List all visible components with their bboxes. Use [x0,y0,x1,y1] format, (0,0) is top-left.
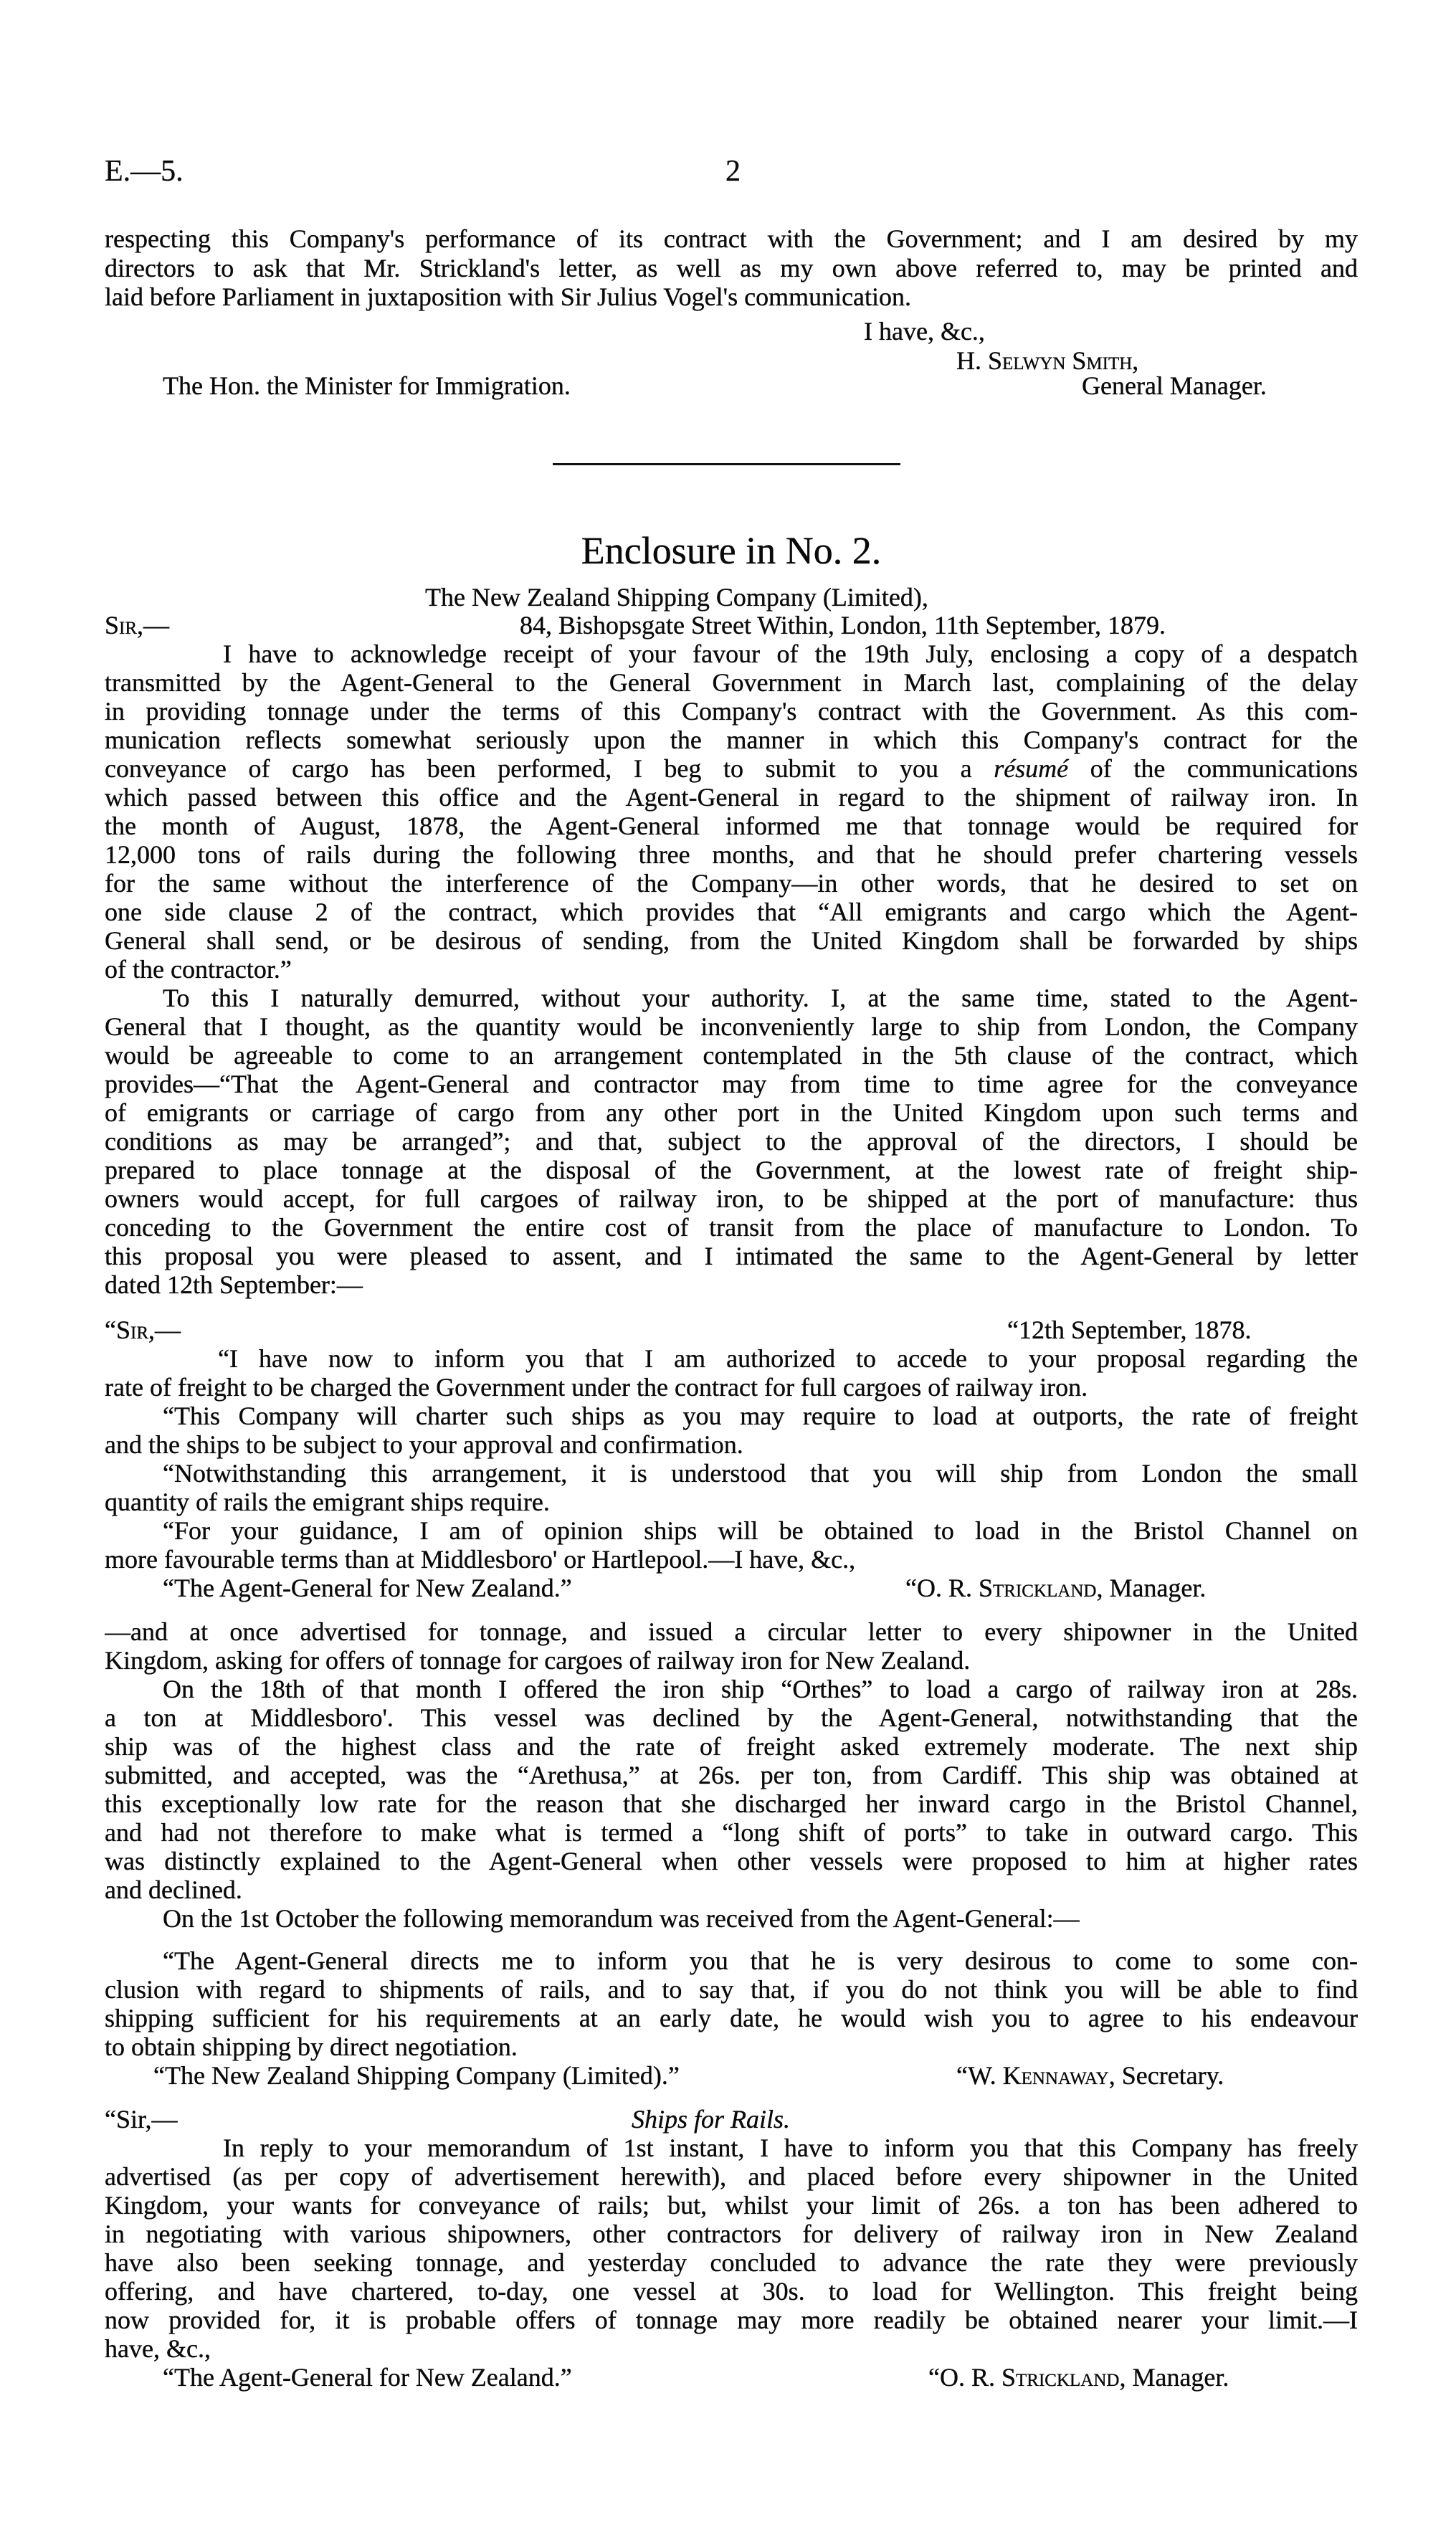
text-line: one side clause 2 of the contract, which provides that “All emigrants and cargo which the Agent- [105,898,1358,926]
text-line: I have to acknowledge receipt of your favour of the 19th July, enclosing a copy of a despatch [223,639,1358,668]
text-line: have, &c., [105,2334,211,2363]
text-line: would be agreeable to come to an arrangement contemplated in the 5th clause of the contract, which [105,1041,1358,1070]
closing-phrase: I have, &c., [864,317,985,346]
opening-paragraph [105,224,1358,312]
text-line: munication reflects somewhat seriously upon the manner in which this Company's contract for the [105,726,1358,754]
quoted-paragraph [105,1516,1358,1574]
text-line: for the same without the interference of the Company—in other words, that he desired to set on [105,869,1358,898]
page-number: 2 [725,155,741,188]
text-line: and declined. [105,1875,242,1904]
reply-signature [928,2363,1229,2392]
quoted-letter-body [105,1344,1358,1574]
text-line: directors to ask that Mr. Strickland's letter, as well as my own above referred to, may be printed and [105,253,1358,282]
text-line: and the ships to be subject to your approval and confirmation. [105,1430,743,1459]
quoted-letter-date: “12th September, 1878. [1007,1316,1252,1344]
text-line: offering, and have chartered, to-day, one vessel at 30s. to load for Wellington. This freight being [105,2277,1358,2306]
text-line: On the 18th of that month I offered the iron ship “Orthes” to load a cargo of railway iron at 28s. [163,1675,1358,1703]
text-line: “This Company will charter such ships as you may require to load at outports, the rate of freight [163,1402,1358,1430]
text-line: to obtain shipping by direct negotiation. [105,2032,518,2061]
text-line: In reply to your memorandum of 1st instant, I have to inform you that this Company has freely [223,2134,1358,2162]
text-segment: of the communications [1068,754,1358,783]
reply-addressee: “The Agent-General for New Zealand.” [163,2363,572,2392]
text-line [105,754,1358,783]
reply-salutation: “Sir,— [105,2105,178,2134]
text-line: a ton at Middlesboro'. This vessel was declined by the Agent-General, notwithstanding that the [105,1703,1358,1732]
text-line: owners would accept, for full cargoes of railway iron, to be shipped at the port of manufacture: thus [105,1184,1358,1213]
document-reference: E.—5. [105,155,184,188]
quoted-letter-salutation: “Sir,— [105,1316,181,1344]
text-line: Kingdom, asking for offers of tonnage for cargoes of railway iron for New Zealand. [105,1646,971,1675]
text-line: —and at once advertised for tonnage, and issued a circular letter to every shipowner in the United [105,1617,1358,1646]
text-segment: conveyance of cargo has been performed, I beg to submit to you a [105,754,994,783]
text-line: “For your guidance, I am of opinion ships will be obtained to load in the Bristol Channel on [163,1516,1358,1545]
text-line: “Notwithstanding this arrangement, it is understood that you will ship from London the small [163,1459,1358,1488]
text-line: which passed between this office and the Agent-General in regard to the shipment of railway iron. In [105,783,1358,812]
signer-title: General Manager. [1082,371,1267,400]
text-line: have also been seeking tonnage, and yesterday concluded to advance the rate they were previously [105,2248,1358,2277]
sender-address-date: 84, Bishopsgate Street Within, London, 11th September, 1879. [520,611,1166,639]
text-line: and had not therefore to make what is termed a “long shift of ports” to take in outward cargo. This [105,1818,1358,1847]
signature-prefix: “O. R. [905,1574,979,1602]
text-line: “I have now to inform you that I am authorized to accede to your proposal regarding the [218,1344,1358,1373]
text-line: this proposal you were pleased to assent, and I intimated the same to the Agent-General by letter [105,1242,1358,1270]
text-line: transmitted by the Agent-General to the General Government in March last, complaining of the delay [105,668,1358,697]
text-line: this exceptionally low rate for the reason that she discharged her inward cargo in the Bristol Channel, [105,1789,1358,1818]
text-line: in negotiating with various shipowners, other contractors for delivery of railway iron in New Zealand [105,2220,1358,2248]
paragraph-acknowledgement [105,639,1358,984]
text-line: respecting this Company's performance of its contract with the Government; and I am desired by my [105,224,1358,253]
emphasized-word: résumé [994,754,1069,783]
text-line: Kingdom, your wants for conveyance of rails; but, whilst your limit of 26s. a ton has been adhered to [105,2191,1358,2220]
text-line: shipping sufficient for his requirements at an early date, he would wish you to agree to his endeavour [105,2004,1358,2032]
reply-paragraph [105,2134,1358,2363]
enclosure-title: Enclosure in No. 2. [581,529,882,572]
text-line: prepared to place tonnage at the disposal of the Government, at the lowest rate of freight ship- [105,1156,1358,1184]
text-line: General that I thought, as the quantity would be inconveniently large to ship from London, the Company [105,1012,1358,1041]
text-line: conceding to the Government the entire cost of transit from the place of manufacture to London. To [105,1213,1358,1242]
quoted-letter-signature [905,1574,1206,1602]
text-line: conditions as may be arranged”; and that, subject to the approval of the directors, I should be [105,1127,1358,1156]
text-line: On the 1st October the following memorandum was received from the Agent-General:— [163,1904,1080,1933]
reply-subject: Ships for Rails. [632,2105,791,2134]
quoted-paragraph [105,1459,1358,1516]
signature-title: , Manager. [1119,2363,1229,2392]
signature-title: , Secretary. [1108,2061,1224,2090]
text-line: 12,000 tons of rails during the following three months, and that he should prefer chartering vessels [105,840,1358,869]
memorandum-body [105,1946,1358,2061]
text-line: General shall send, or be desirous of sending, from the United Kingdom shall be forwarded by ships [105,926,1358,955]
memorandum-paragraph [105,1946,1358,2061]
letter-body [105,639,1358,1299]
paragraph-arrangement [105,984,1358,1299]
text-line: advertised (as per copy of advertisement herewith), and placed before every shipowner in the United [105,2162,1358,2191]
narrative-body [105,1617,1358,1933]
text-line: more favourable terms than at Middlesboro' or Hartlepool.—I have, &c., [105,1545,856,1574]
paragraph-advertised [105,1617,1358,1675]
text-line: ship was of the highest class and the rate of freight asked extremely moderate. The next ship [105,1732,1358,1761]
text-line: the month of August, 1878, the Agent-General informed me that tonnage would be required for [105,812,1358,840]
signer-name: H. Selwyn Smith, [956,346,1139,375]
quoted-letter-addressee: “The Agent-General for New Zealand.” [163,1574,572,1602]
salutation: Sir,— [105,611,170,639]
text-line: “The Agent-General directs me to inform you that he is very desirous to come to some con- [163,1946,1358,1975]
signature-name: Strickland [1001,2363,1120,2392]
quoted-paragraph [105,1402,1358,1459]
signature-prefix: “W. [956,2061,1003,2090]
reply-body [105,2134,1358,2363]
text-line: rate of freight to be charged the Government under the contract for full cargoes of railway iron. [105,1373,1088,1402]
company-name: The New Zealand Shipping Company (Limited), [425,583,928,612]
section-divider [553,463,900,465]
text-line: in providing tonnage under the terms of this Company's contract with the Government. As this com- [105,697,1358,726]
signature-title: , Manager. [1096,1574,1207,1602]
text-line: of the contractor.” [105,955,292,984]
text-line: quantity of rails the emigrant ships require. [105,1488,550,1516]
text-line: was distinctly explained to the Agent-General when other vessels were proposed to him at higher rates [105,1847,1358,1875]
quoted-paragraph [105,1344,1358,1402]
paragraph-ships-offered [105,1675,1358,1904]
text-line: of emigrants or carriage of cargo from any other port in the United Kingdom upon such terms and [105,1098,1358,1127]
paragraph-memorandum-intro [105,1904,1358,1933]
text-line: dated 12th September:— [105,1270,363,1299]
text-line: laid before Parliament in juxtaposition with Sir Julius Vogel's communication. [105,282,912,311]
memorandum-addressee: “The New Zealand Shipping Company (Limited).” [153,2061,680,2090]
signature-name: Strickland [979,1574,1097,1602]
memorandum-signature [956,2061,1224,2090]
signature-name: Kennaway [1002,2061,1109,2090]
text-line: clusion with regard to shipments of rails, and to say that, if you do not think you will be able to find [105,1975,1358,2004]
text-line: submitted, and accepted, was the “Arethusa,” at 26s. per ton, from Cardiff. This ship was obtained at [105,1761,1358,1789]
signature-prefix: “O. R. [928,2363,1001,2392]
text-line: To this I naturally demurred, without your authority. I, at the same time, stated to the Agent- [163,984,1358,1012]
text-line: provides—“That the Agent-General and contractor may from time to time agree for the conveyance [105,1070,1358,1098]
addressee: The Hon. the Minister for Immigration. [163,371,571,400]
text-line: now provided for, it is probable offers of tonnage may more readily be obtained nearer your limit.—I [105,2306,1358,2334]
